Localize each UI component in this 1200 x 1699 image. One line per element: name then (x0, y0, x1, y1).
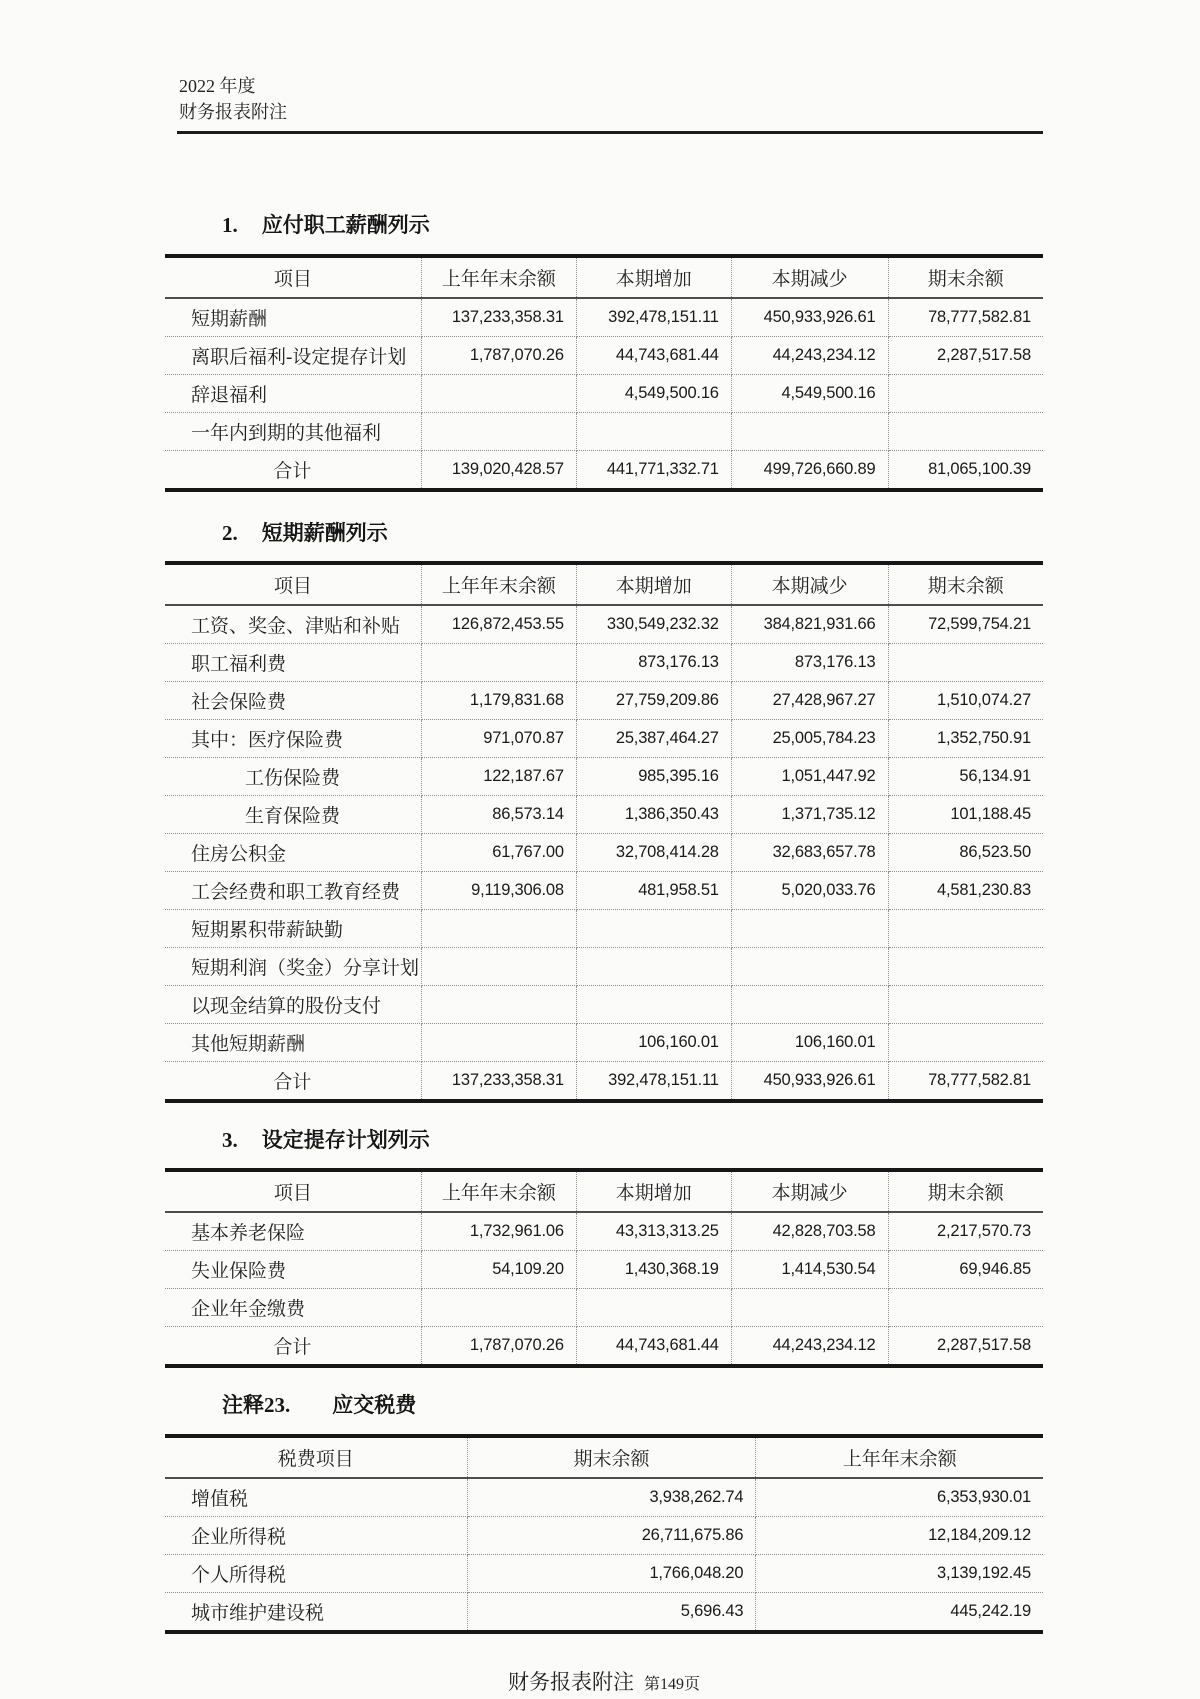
row-label: 短期累积带薪缺勤 (165, 910, 421, 948)
cell-value: 9,119,306.08 (421, 872, 576, 910)
section-title: 设定提存计划列示 (261, 1128, 430, 1152)
cell-value: 1,732,961.06 (421, 1212, 576, 1251)
table-row (165, 1212, 1043, 1251)
cell-value: 126,872,453.55 (421, 605, 576, 644)
cell-value: 445,242.19 (950, 1602, 1031, 1620)
cell-value (421, 413, 576, 451)
page-content (165, 73, 1043, 1696)
row-label: 社会保险费 (165, 682, 421, 720)
section-number: 1. (222, 213, 238, 237)
table-row (165, 1555, 1043, 1593)
cell-value: 137,233,358.31 (421, 1062, 576, 1102)
table-short-term-compensation (165, 561, 1043, 1103)
table-row (165, 1593, 1043, 1633)
cell-value: 392,478,151.11 (576, 298, 731, 337)
cell-value (576, 413, 731, 451)
cell-value (731, 413, 888, 451)
cell-value: 1,386,350.43 (576, 796, 731, 834)
row-label: 合计 (165, 451, 421, 491)
cell-value: 499,726,660.89 (731, 451, 888, 491)
cell-value: 873,176.13 (576, 644, 731, 682)
cell-value (731, 910, 888, 948)
section-title: 应付职工薪酬列示 (261, 213, 430, 237)
row-label: 企业年金缴费 (165, 1289, 421, 1327)
cell-value: 12,184,209.12 (756, 1517, 1043, 1555)
page-footer (165, 1666, 1043, 1696)
table-row (165, 375, 1043, 413)
column-header: 项目 (165, 256, 421, 298)
cell-value: 81,065,100.39 (928, 460, 1031, 478)
section-heading-1 (165, 210, 1043, 240)
column-header: 期末余额 (467, 1436, 756, 1478)
row-label: 合计 (165, 1062, 421, 1102)
cell-value: 450,933,926.61 (731, 298, 888, 337)
cell-value: 32,708,414.28 (576, 834, 731, 872)
cell-value: 27,759,209.86 (576, 682, 731, 720)
cell-value: 44,243,234.12 (731, 337, 888, 375)
cell-value: 4,549,500.16 (731, 375, 888, 413)
cell-value: 3,139,192.45 (756, 1555, 1043, 1593)
cell-value: 1,051,447.92 (731, 758, 888, 796)
column-header: 期末余额 (888, 256, 1043, 298)
table-defined-contribution-plans (165, 1168, 1043, 1368)
cell-value (888, 644, 1043, 682)
cell-value: 106,160.01 (576, 1024, 731, 1062)
cell-value (421, 1289, 576, 1327)
cell-value (888, 1289, 1043, 1327)
cell-value: 44,743,681.44 (576, 1327, 731, 1367)
column-header: 项目 (165, 1170, 421, 1212)
section-number: 2. (222, 521, 238, 545)
report-year: 2022 年度 (179, 76, 256, 96)
cell-value (576, 948, 731, 986)
column-header: 本期增加 (576, 256, 731, 298)
table-row (165, 720, 1043, 758)
row-label: 合计 (165, 1327, 421, 1367)
row-label: 工会经费和职工教育经费 (165, 872, 421, 910)
cell-value: 450,933,926.61 (731, 1062, 888, 1102)
cell-value: 1,179,831.68 (421, 682, 576, 720)
cell-value: 101,188.45 (888, 796, 1043, 834)
cell-value: 25,005,784.23 (731, 720, 888, 758)
cell-value: 106,160.01 (731, 1024, 888, 1062)
row-label: 以现金结算的股份支付 (165, 986, 421, 1024)
table-row (165, 910, 1043, 948)
row-label: 短期利润（奖金）分享计划 (165, 948, 421, 986)
cell-value: 873,176.13 (731, 644, 888, 682)
column-header: 期末余额 (888, 1170, 1043, 1212)
row-label: 一年内到期的其他福利 (165, 413, 421, 451)
table-row (165, 682, 1043, 720)
cell-value: 137,233,358.31 (421, 298, 576, 337)
table-row (165, 1024, 1043, 1062)
row-label: 城市维护建设税 (165, 1593, 467, 1633)
total-row (165, 1062, 1043, 1102)
section-heading-3 (165, 1125, 1043, 1155)
cell-value (576, 1289, 731, 1327)
cell-value (421, 1024, 576, 1062)
cell-value (888, 1024, 1043, 1062)
cell-value: 971,070.87 (421, 720, 576, 758)
cell-value: 1,430,368.19 (576, 1251, 731, 1289)
cell-value: 985,395.16 (576, 758, 731, 796)
cell-value (421, 910, 576, 948)
cell-value: 1,766,048.20 (467, 1555, 756, 1593)
row-label: 增值税 (165, 1478, 467, 1517)
cell-value: 54,109.20 (421, 1251, 576, 1289)
cell-value: 139,020,428.57 (421, 451, 576, 491)
cell-value (888, 986, 1043, 1024)
cell-value (576, 986, 731, 1024)
cell-value: 441,771,332.71 (576, 451, 731, 491)
row-label: 企业所得税 (165, 1517, 467, 1555)
cell-value: 86,573.14 (421, 796, 576, 834)
row-label: 短期薪酬 (165, 298, 421, 337)
column-header: 上年年末余额 (421, 256, 576, 298)
cell-value (731, 948, 888, 986)
table-row (165, 1478, 1043, 1517)
cell-value: 481,958.51 (576, 872, 731, 910)
table-row (165, 644, 1043, 682)
report-title: 财务报表附注 (179, 102, 287, 122)
cell-value: 4,581,230.83 (888, 872, 1043, 910)
cell-value: 86,523.50 (888, 834, 1043, 872)
cell-value: 5,020,033.76 (731, 872, 888, 910)
row-label: 失业保险费 (165, 1251, 421, 1289)
cell-value (421, 375, 576, 413)
row-label: 其他短期薪酬 (165, 1024, 421, 1062)
column-header: 项目 (165, 563, 421, 605)
cell-value: 392,478,151.11 (576, 1062, 731, 1102)
cell-value: 56,134.91 (888, 758, 1043, 796)
row-label: 离职后福利-设定提存计划 (165, 337, 421, 375)
total-row (165, 451, 1043, 491)
table-header-row (165, 563, 1043, 605)
footer-title: 财务报表附注 (507, 1670, 634, 1694)
cell-value: 330,549,232.32 (576, 605, 731, 644)
column-header: 本期减少 (731, 256, 888, 298)
cell-value: 61,767.00 (421, 834, 576, 872)
cell-value: 1,371,735.12 (731, 796, 888, 834)
section-heading-note-23 (165, 1390, 1043, 1420)
column-header: 本期减少 (731, 563, 888, 605)
table-taxes-payable (165, 1434, 1043, 1634)
footer-page-number: 第149页 (643, 1676, 700, 1693)
cell-value: 1,787,070.26 (421, 1327, 576, 1367)
cell-value: 78,777,582.81 (888, 298, 1043, 337)
total-row (165, 1327, 1043, 1367)
cell-value (421, 644, 576, 682)
cell-value: 43,313,313.25 (576, 1212, 731, 1251)
column-header: 本期增加 (576, 563, 731, 605)
table-row (165, 1251, 1043, 1289)
column-header: 上年年末余额 (421, 1170, 576, 1212)
table-row (165, 986, 1043, 1024)
column-header: 本期减少 (731, 1170, 888, 1212)
row-label: 其中：医疗保险费 (165, 720, 421, 758)
cell-value: 78,777,582.81 (928, 1071, 1031, 1089)
table-row (165, 605, 1043, 644)
cell-value: 1,787,070.26 (421, 337, 576, 375)
row-label: 个人所得税 (165, 1555, 467, 1593)
table-row (165, 298, 1043, 337)
cell-value: 32,683,657.78 (731, 834, 888, 872)
table-header-row (165, 256, 1043, 298)
section-title: 应交税费 (332, 1393, 417, 1417)
cell-value: 69,946.85 (888, 1251, 1043, 1289)
table-header-row (165, 1170, 1043, 1212)
table-row (165, 413, 1043, 451)
cell-value: 1,414,530.54 (731, 1251, 888, 1289)
cell-value (888, 948, 1043, 986)
column-header: 上年年末余额 (421, 563, 576, 605)
cell-value: 4,549,500.16 (576, 375, 731, 413)
cell-value: 26,711,675.86 (467, 1517, 756, 1555)
table-employee-compensation-payable (165, 254, 1043, 492)
cell-value (731, 1289, 888, 1327)
cell-value: 1,510,074.27 (888, 682, 1043, 720)
cell-value: 42,828,703.58 (731, 1212, 888, 1251)
cell-value (731, 986, 888, 1024)
cell-value: 1,352,750.91 (888, 720, 1043, 758)
table-row (165, 834, 1043, 872)
row-label: 工资、奖金、津贴和补贴 (165, 605, 421, 644)
table-row (165, 796, 1043, 834)
section-title: 短期薪酬列示 (261, 521, 388, 545)
section-number: 注释23. (222, 1393, 291, 1417)
section-number: 3. (222, 1128, 238, 1152)
cell-value: 44,243,234.12 (731, 1327, 888, 1367)
table-row (165, 1517, 1043, 1555)
cell-value: 2,287,517.58 (888, 337, 1043, 375)
cell-value (421, 986, 576, 1024)
row-label: 工伤保险费 (165, 758, 421, 796)
cell-value: 2,287,517.58 (937, 1336, 1031, 1354)
cell-value: 122,187.67 (421, 758, 576, 796)
cell-value (888, 413, 1043, 451)
cell-value: 27,428,967.27 (731, 682, 888, 720)
table-row (165, 872, 1043, 910)
page-header (165, 73, 1043, 125)
table-row (165, 1289, 1043, 1327)
cell-value (576, 910, 731, 948)
table-row (165, 758, 1043, 796)
cell-value: 44,743,681.44 (576, 337, 731, 375)
row-label: 生育保险费 (165, 796, 421, 834)
header-divider (177, 131, 1043, 134)
row-label: 基本养老保险 (165, 1212, 421, 1251)
cell-value: 72,599,754.21 (888, 605, 1043, 644)
column-header: 上年年末余额 (756, 1436, 1043, 1478)
column-header: 税费项目 (165, 1436, 467, 1478)
cell-value: 6,353,930.01 (756, 1478, 1043, 1517)
table-row (165, 337, 1043, 375)
row-label: 辞退福利 (165, 375, 421, 413)
table-header-row (165, 1436, 1043, 1478)
row-label: 职工福利费 (165, 644, 421, 682)
column-header: 期末余额 (888, 563, 1043, 605)
cell-value: 5,696.43 (467, 1593, 756, 1633)
cell-value: 25,387,464.27 (576, 720, 731, 758)
section-heading-2 (165, 518, 1043, 548)
cell-value: 2,217,570.73 (888, 1212, 1043, 1251)
cell-value (888, 375, 1043, 413)
cell-value: 384,821,931.66 (731, 605, 888, 644)
table-row (165, 948, 1043, 986)
column-header: 本期增加 (576, 1170, 731, 1212)
cell-value: 3,938,262.74 (467, 1478, 756, 1517)
row-label: 住房公积金 (165, 834, 421, 872)
cell-value (421, 948, 576, 986)
cell-value (888, 910, 1043, 948)
